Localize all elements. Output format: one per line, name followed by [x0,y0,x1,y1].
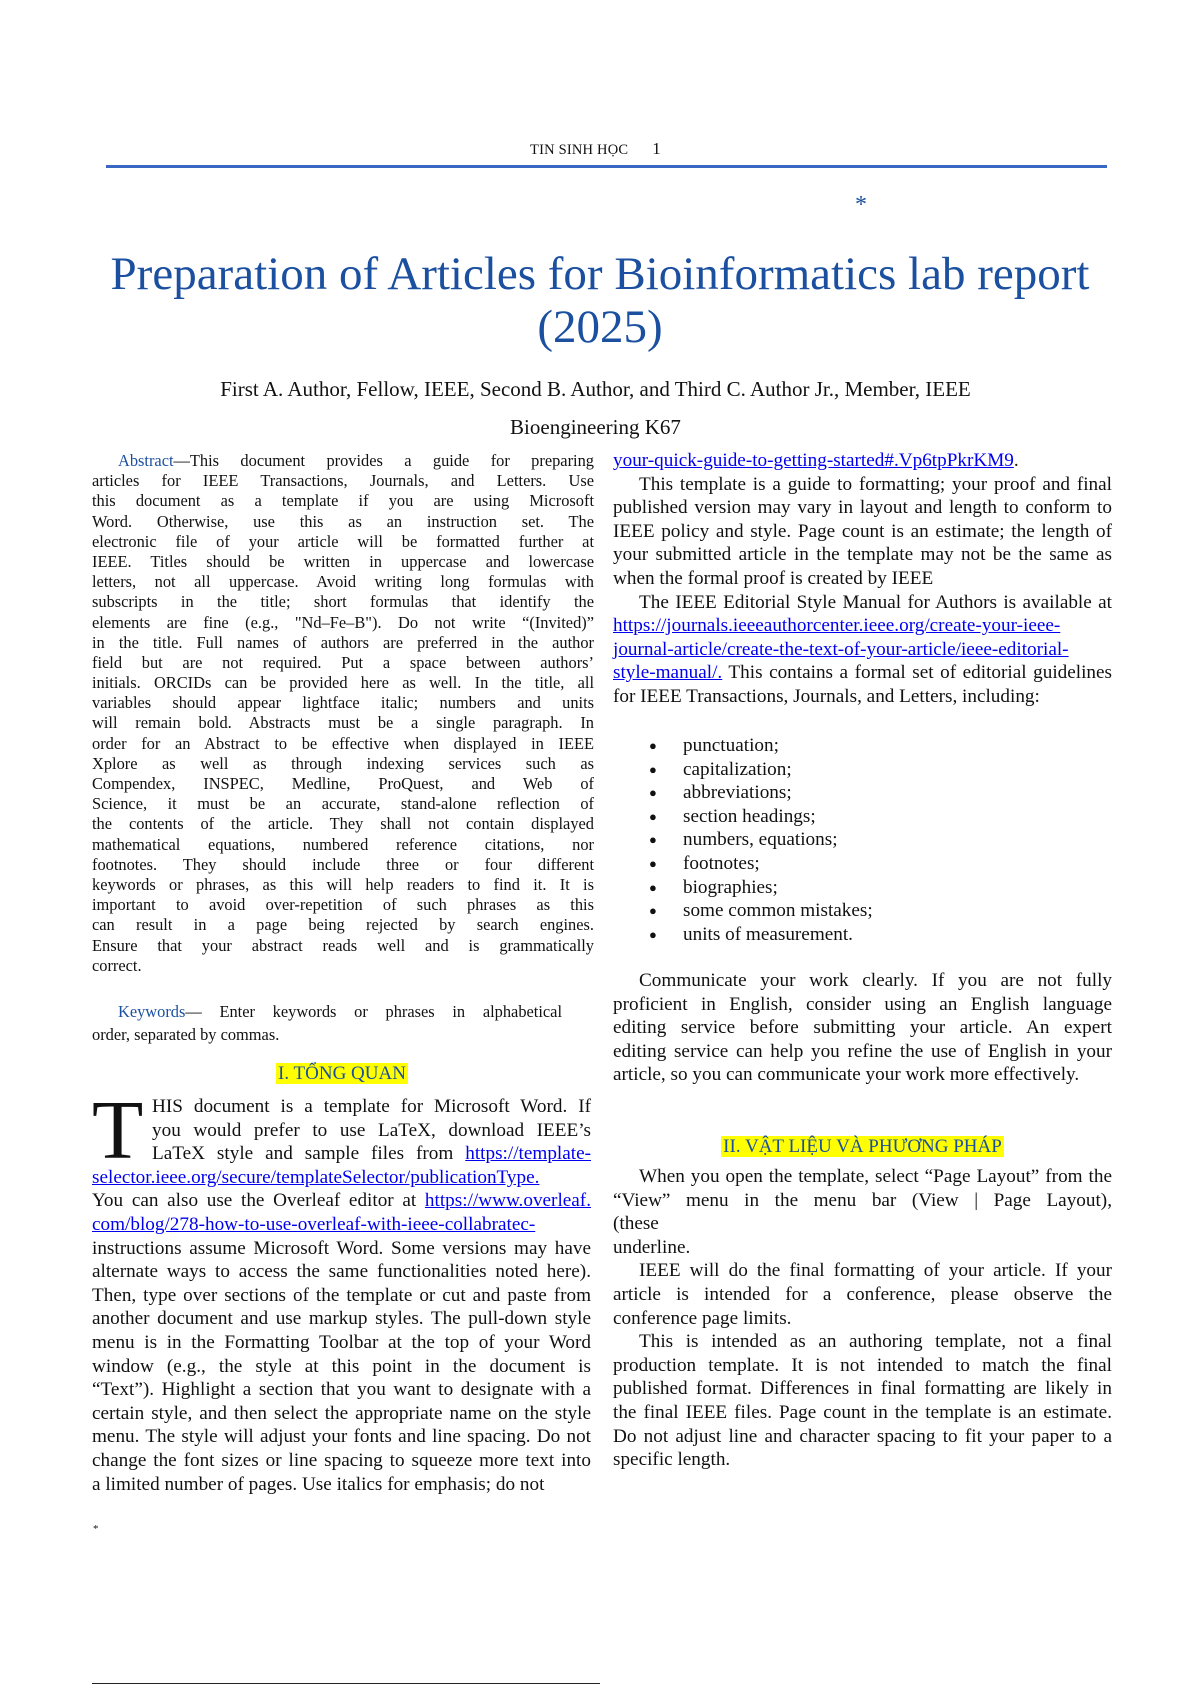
text-segment: proficient in English, consider using an English language [613,993,1112,1015]
text-line [92,774,594,794]
text-segment: order, separated by commas. [92,1025,280,1044]
text-segment: published version may vary in layout and length to conform to [613,497,1112,519]
text-line [613,1165,1112,1189]
list-item [613,758,1112,782]
text-line [613,1063,1112,1087]
text-line [613,1016,1112,1040]
text-line [92,1023,562,1046]
text-line [92,1284,591,1308]
text-line [613,449,1112,473]
text-line [613,614,1112,638]
text-segment: This template is a guide to formatting; your proof and final [639,473,1112,495]
paper-title: Preparation of Articles for Bioinformatics lab report (2025) [110,248,1090,353]
footnote-mark: * [93,1523,99,1535]
text-segment: When you open the template, select “Page Layout” from the [639,1166,1112,1187]
text-line [613,1377,1112,1401]
text-line [613,1212,1112,1236]
text-line [613,993,1112,1017]
list-item [613,828,1112,852]
text-segment: change the font sizes or line spacing to squeeze more text into [92,1449,591,1471]
list-item-text: capitalization; [683,758,792,780]
text-line [92,814,594,834]
text-line [613,1307,1112,1331]
text-segment: This is intended as an authoring template, not a final [639,1331,1112,1353]
bullet-icon: ● [649,903,657,919]
text-segment: can result in a page being rejected by search engines. [92,915,594,935]
text-line [92,734,594,754]
text-segment: instructions assume Microsoft Word. Some versions may have [92,1237,591,1259]
text-segment: letters, not all uppercase. Avoid writing long formulas with [92,572,594,592]
text-segment: this document as a template if you are using Microsoft [92,491,594,511]
text-segment: keywords or phrases, as this will help readers to find it. It is [92,874,594,894]
text-segment: Compendex, INSPEC, Medline, ProQuest, and Web of [92,774,594,793]
list-item [613,805,1112,829]
text-line [92,693,594,713]
text-line [92,1095,591,1119]
hyperlink[interactable]: https://journals.ieeeauthorcenter.ieee.org/create-your-ieee- [613,615,1061,637]
text-segment: will remain bold. Abstracts must be a single paragraph. In [92,713,594,733]
text-segment: published format. Differences in final formatting are likely in [613,1378,1112,1400]
header-rule [106,165,1107,168]
bullet-icon: ● [649,926,657,942]
text-line [92,1260,591,1284]
drop-cap: T [92,1084,144,1177]
text-line [92,592,594,612]
text-segment: Science, it must be an accurate, stand-alone reflection of [92,794,594,814]
text-line [92,552,594,572]
text-line [92,1000,562,1023]
hyperlink[interactable]: com/blog/278-how-to-use-overleaf-with-ieee-collabratec- [92,1213,536,1235]
text-segment: — Enter keywords or phrases in alphabetical [185,1002,562,1021]
keywords [92,1000,562,1046]
text-line [92,855,594,875]
footnote-rule [92,1683,600,1684]
text-segment: elements are fine (e.g., "Nd–Fe–B"). Do not write “(Invited)” [92,612,594,632]
text-line [613,661,1112,685]
text-line [613,685,1112,709]
section-heading-1 [92,1063,592,1085]
hyperlink[interactable]: journal-article/create-the-text-of-your-article/ieee-editorial- [613,638,1069,660]
text-segment: underline. [613,1236,691,1258]
text-line [613,1189,1112,1213]
bullet-icon: ● [649,808,657,824]
text-segment: “Text”). Highlight a section that you want to designate with a [92,1379,591,1401]
text-line [92,512,594,532]
text-segment: subscripts in the title; short formulas that identify the [92,592,594,612]
text-segment: your submitted article in the template may not be the same as [613,544,1112,566]
list-item-text: footnotes; [683,852,760,874]
text-line [92,1237,591,1261]
text-segment: article, so you can communicate your work more effectively. [613,1064,1080,1086]
text-line [92,1119,591,1143]
text-line [92,613,594,633]
text-segment: variables should appear lightface italic; numbers and units [92,693,594,713]
list-item-text: biographies; [683,876,778,898]
page-number: 1 [652,139,661,158]
text-segment: alternate ways to access the same functionalities noted here). [92,1261,591,1283]
text-segment: article is intended for a conference, please observe the [613,1283,1112,1305]
text-segment: field but are not required. Put a space between authors’ [92,652,594,672]
text-segment: a limited number of pages. Use italics for emphasis; do not [92,1473,545,1495]
list-item [613,781,1112,805]
text-line [92,471,594,491]
affiliation: Bioengineering K67 [510,415,681,439]
text-segment: . [1013,450,1019,471]
running-header-title: TIN SINH HỌC [530,142,629,158]
text-line [92,1402,591,1426]
list-item-text: units of measurement. [683,923,853,945]
text-line [613,1283,1112,1307]
text-segment: HIS document is a template for Microsoft Word. If [152,1096,591,1117]
text-segment: editing service can help you refine the use of English in your [613,1040,1112,1062]
text-line [613,543,1112,567]
text-line [92,1142,591,1166]
text-line [613,473,1112,497]
text-segment: Then, type over sections of the template or cut and paste from [92,1284,591,1306]
text-line [92,1166,591,1190]
text-segment: LaTeX style and sample files from [152,1143,466,1165]
section-label: Keywords [118,1002,186,1021]
text-line [613,520,1112,544]
text-line [613,567,1112,591]
list-item-text: section headings; [683,805,816,827]
text-segment: the final IEEE files. Page count in the template is an estimate. [613,1401,1112,1423]
text-segment: menu is in the Formatting Toolbar at the top of your Word [92,1331,591,1353]
hyperlink[interactable]: https://template- [465,1143,591,1165]
text-segment: order for an Abstract to be effective when displayed in IEEE [92,733,594,753]
text-segment: conference page limits. [613,1307,792,1329]
text-segment: the contents of the article. They shall not contain displayed [92,814,594,834]
section-label: Abstract [118,451,174,470]
text-segment: articles for IEEE Transactions, Journals, and Letters. Use [92,471,594,491]
text-line [92,713,594,733]
bullet-icon: ● [649,785,657,801]
text-segment: Communicate your work clearly. If you are not fully [639,970,1112,991]
text-segment: electronic file of your article will be formatted further at [92,531,594,551]
text-segment: footnotes. They should include three or four different [92,854,594,874]
bullet-icon: ● [649,855,657,871]
text-line [92,491,594,511]
text-line [92,754,594,774]
text-segment: specific length. [613,1449,731,1471]
text-segment: Word. Otherwise, use this as an instruction set. The [92,511,594,531]
text-line [92,875,594,895]
text-segment: in the title. Full names of authors are preferred in the author [92,632,594,652]
text-line [613,1401,1112,1425]
bullet-icon: ● [649,832,657,848]
section-heading-2 [613,1136,1112,1158]
text-segment: Xplore as well as through indexing services such as [92,753,594,773]
text-line [613,638,1112,662]
section-heading-1-text: I. TỔNG QUAN [278,1063,406,1084]
text-line [92,936,594,956]
section-2-body [613,1165,1112,1472]
text-line [92,1425,591,1449]
text-line [92,915,594,935]
list-item-text: numbers, equations; [683,829,838,851]
text-segment: “View” menu in the menu bar (View | Page Layout), [613,1189,1112,1211]
text-line [613,496,1112,520]
bullet-icon: ● [649,738,657,753]
list-item-text: punctuation; [683,735,779,756]
text-segment: you would prefer to use LaTeX, download IEEE’s [152,1119,591,1141]
text-segment: correct. [92,955,142,975]
text-segment: mathematical equations, numbered reference citations, nor [92,834,594,854]
text-segment: IEEE. Titles should be written in uppercase and lowercase [92,551,594,571]
text-line [92,1378,591,1402]
text-segment: certain style, and then select the appropriate name on the style [92,1402,591,1424]
text-segment: Do not adjust line and character spacing to fit your paper to a [613,1425,1112,1447]
list-item [613,852,1112,876]
text-line [613,969,1112,993]
list-item-text: some common mistakes; [683,900,873,922]
text-segment: (these [613,1213,659,1235]
hyperlink[interactable]: selector.ieee.org/secure/templateSelector/publicationType. [92,1166,540,1188]
text-line [92,956,594,976]
text-line [92,451,594,471]
text-line [92,1449,591,1473]
text-line [92,1307,591,1331]
text-segment: —This document provides a guide for preparing [173,451,594,470]
text-segment: initials. ORCIDs can be provided here as well. In the title, all [92,673,594,693]
text-segment: another document and use markup styles. The pull-down style [92,1308,591,1330]
list-item [613,923,1112,947]
text-line [613,1425,1112,1449]
text-line [92,673,594,693]
text-segment: window (e.g., the style at this point in the document is [92,1355,591,1377]
text-line [613,1040,1112,1064]
formatting-guide-paragraphs [613,449,1112,709]
hyperlink[interactable]: style-manual/. [613,662,723,684]
text-line [613,1448,1112,1472]
bullet-icon: ● [649,761,657,777]
text-line [92,1355,591,1379]
text-segment: Ensure that your abstract reads well and is grammatically [92,935,594,955]
hyperlink[interactable]: your-quick-guide-to-getting-started#.Vp6tpPkrKM9 [613,450,1014,471]
text-segment: IEEE policy and style. Page count is an estimate; the length of [613,520,1112,542]
title-footnote-mark: * [855,192,867,218]
section-1-body [92,1095,591,1496]
bullet-icon: ● [649,879,657,895]
list-item-text: abbreviations; [683,782,792,804]
hyperlink[interactable]: https://www.overleaf. [424,1190,591,1212]
text-line [92,794,594,814]
text-line [92,1189,591,1213]
list-item [613,899,1112,923]
text-segment: You can also use the Overleaf editor at [92,1190,425,1212]
text-line [92,895,594,915]
running-header [0,139,1191,159]
author-list: First A. Author, Fellow, IEEE, Second B. Author, and Third C. Author Jr., Member, IEEE [220,377,971,401]
text-line [92,1473,591,1497]
text-segment: IEEE will do the final formatting of your article. If your [639,1260,1112,1282]
text-line [92,1331,591,1355]
list-item [613,734,1112,758]
text-line [613,1236,1112,1260]
text-line [613,1259,1112,1283]
text-segment: when the formal proof is created by IEEE [613,567,934,589]
guideline-list [613,734,1112,946]
text-segment: This contains a formal set of editorial guidelines [722,662,1112,684]
text-line [92,633,594,653]
text-line [92,835,594,855]
text-segment: for IEEE Transactions, Journals, and Letters, including: [613,685,1040,707]
text-segment: important to avoid over-repetition of such phrases as this [92,895,594,915]
text-line [613,591,1112,615]
text-segment: editing service before submitting your article. An expert [613,1017,1112,1039]
text-line [92,653,594,673]
text-segment: menu. The style will adjust your fonts and line spacing. Do not [92,1426,591,1448]
text-line [92,572,594,592]
section-heading-2-text: II. VẬT LIỆU VÀ PHƯƠNG PHÁP [723,1136,1002,1157]
communicate-paragraph [613,969,1112,1087]
list-item [613,876,1112,900]
abstract [92,451,594,976]
text-line [613,1354,1112,1378]
text-segment: production template. It is not intended to match the final [613,1354,1112,1376]
text-line [92,532,594,552]
text-line [613,1330,1112,1354]
text-line [92,1213,591,1237]
text-segment: The IEEE Editorial Style Manual for Authors is available at [639,591,1112,613]
